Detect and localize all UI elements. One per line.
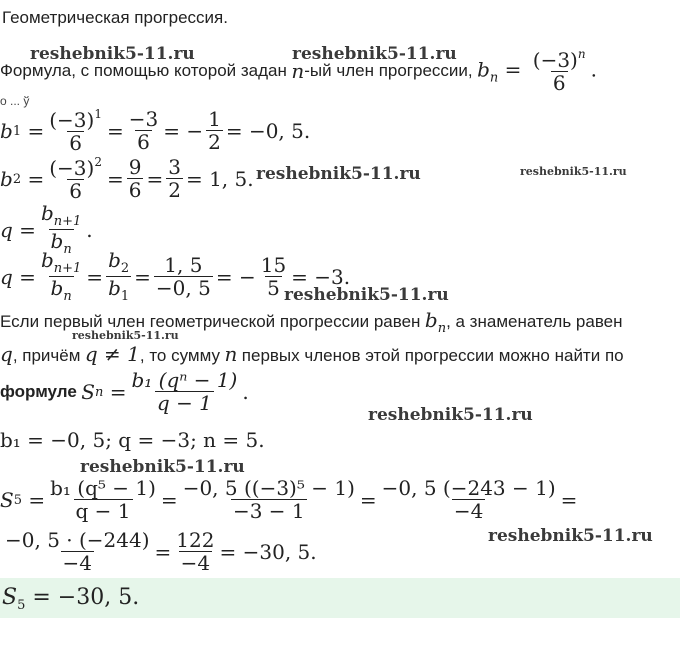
s5-line-1: S 5 = $\frac{\text{b₁ (q⁵ − 1)}}{q - 1}$ = $\frac{\text{−0, 5 ((−3)⁵ − 1)}}{-3 - 1}$ = $\frac{-0, 5 (-243 - 1)}{-4}$ =: [0, 476, 578, 523]
watermark: reshebnik5-11.ru: [80, 457, 245, 477]
given-values: b₁ = −0, 5; q = −3; n = 5.: [0, 428, 265, 452]
sum-formula-line: формуле S n = $\frac{\text{b₁ (qⁿ − 1)}}{q - 1}$ .: [0, 368, 249, 415]
watermark: reshebnik5-11.ru: [292, 44, 457, 64]
q-definition: q = $\frac{b_{n+1}}{b_n}$ .: [0, 201, 93, 257]
watermark: reshebnik5-11.ru: [520, 165, 627, 178]
watermark: reshebnik5-11.ru: [284, 285, 449, 305]
watermark: reshebnik5-11.ru: [256, 164, 421, 184]
page-title: Геометрическая прогрессия.: [2, 8, 228, 27]
q-calculation: q = $\frac{b_{n+1}}{b_n}$ = $\frac{b_2}{b_1}$ = $\frac{1, 5}{-0, 5}$ = − $\frac{15}{5}$ = −3.: [0, 248, 351, 304]
intro-text-2: -ый член прогрессии,: [304, 61, 473, 80]
b1-line: b 1 = $\frac{(-3)^1}{6}$ = $\frac{-3}{6}$ = − $\frac{1}{2}$ = −0, 5.: [0, 107, 311, 155]
intro-line: [0, 48, 597, 94]
watermark: reshebnik5-11.ru: [30, 44, 195, 64]
intro-n: n: [291, 59, 305, 83]
watermark: reshebnik5-11.ru: [72, 329, 179, 342]
b2-line: b 2 = $\frac{(-3)^2}{6}$ = $\frac{9}{6}$ = $\frac{3}{2}$ = 1, 5.: [0, 155, 254, 203]
watermark: reshebnik5-11.ru: [368, 405, 533, 425]
formula-bn: $b_n$ = $\frac{(-3)^n}{6}$ .: [477, 47, 597, 95]
rule-line-1: Если первый член геометрической прогрессии равен $b_n$ , а знаменатель равен: [0, 308, 623, 336]
intro-text: Формула, с помощью которой задан: [0, 61, 287, 80]
cut-line: о ... ў: [0, 94, 30, 108]
rule-line-2: q , причём q ≠ 1 , то сумму n первых членов этой прогрессии можно найти по: [0, 342, 624, 366]
answer-text: $S_5 = -30$, 5.: [2, 585, 140, 613]
answer-box: [0, 578, 680, 618]
watermark: reshebnik5-11.ru: [488, 526, 653, 546]
s5-line-2: $\frac{-0, 5 \cdot (-244)}{-4}$ = $\frac{122}{-4}$ = −30, 5.: [5, 528, 317, 575]
